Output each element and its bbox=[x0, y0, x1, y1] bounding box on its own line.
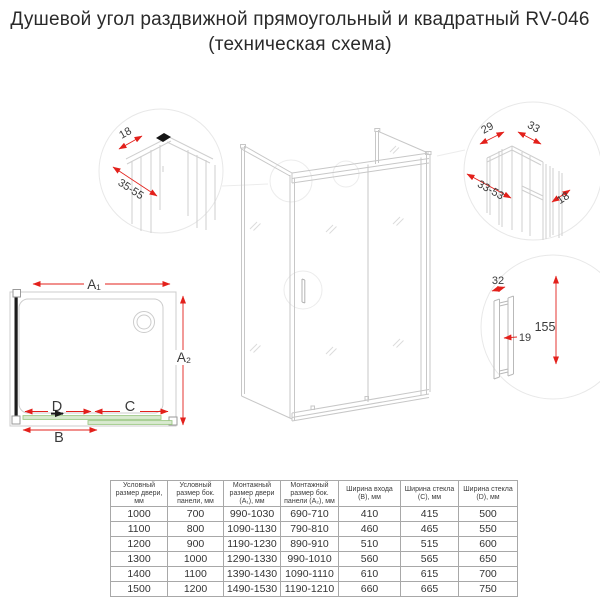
table-cell: 1290-1330 bbox=[224, 552, 281, 567]
dim-label-18-right: 18 bbox=[554, 190, 572, 207]
table-cell: 1390-1430 bbox=[224, 567, 281, 582]
table-cell: 1400 bbox=[111, 567, 168, 582]
dim-label-32: 32 bbox=[491, 275, 505, 287]
table-cell: 1000 bbox=[168, 552, 224, 567]
title-line-2: (техническая схема) bbox=[208, 34, 392, 56]
dim-label-a1: A₁ bbox=[87, 277, 101, 292]
table-cell: 500 bbox=[459, 507, 518, 522]
detail-wall-profile-right bbox=[464, 102, 600, 240]
table-cell: 600 bbox=[459, 537, 518, 552]
plan-view bbox=[10, 277, 194, 446]
table-row bbox=[111, 567, 518, 582]
table-cell: 1200 bbox=[168, 582, 224, 597]
table-cell: 410 bbox=[339, 507, 401, 522]
table-cell: 1100 bbox=[168, 567, 224, 582]
table-cell: 890-910 bbox=[281, 537, 339, 552]
table-cell: 415 bbox=[401, 507, 459, 522]
table-row bbox=[111, 537, 518, 552]
sliding-door-3d bbox=[290, 152, 431, 422]
title-line-1: Душевой угол раздвижной прямоугольный и квадратный RV-046 bbox=[10, 9, 590, 30]
col-header-panel-mount: Монтажный размер бок. панели (A₂), мм bbox=[281, 481, 339, 507]
dim-label-29: 29 bbox=[479, 120, 496, 137]
side-glass-plan bbox=[15, 296, 18, 418]
wall-profile-3d bbox=[375, 129, 427, 165]
table-cell: 790-810 bbox=[281, 522, 339, 537]
table-cell: 990-1010 bbox=[281, 552, 339, 567]
table-cell: 690-710 bbox=[281, 507, 339, 522]
table-cell: 660 bbox=[339, 582, 401, 597]
dim-label-a2: A₂ bbox=[176, 350, 192, 365]
col-header-panel-size: Условный размер бок. панели, мм bbox=[168, 481, 224, 507]
table-cell: 700 bbox=[459, 567, 518, 582]
dim-label-155: 155 bbox=[534, 320, 556, 334]
col-header-glass-d: Ширина стекла (D), мм bbox=[459, 481, 518, 507]
detail-handle bbox=[481, 255, 600, 399]
dim-label-d: D bbox=[51, 399, 63, 415]
door-glass-plan bbox=[23, 416, 172, 425]
dim-label-33-53: 33-53 bbox=[475, 178, 506, 203]
table-cell: 460 bbox=[339, 522, 401, 537]
dim-label-33: 33 bbox=[525, 119, 542, 136]
table-cell: 1090-1130 bbox=[224, 522, 281, 537]
col-header-entry-width: Ширина входа (B), мм bbox=[339, 481, 401, 507]
table-cell: 1490-1530 bbox=[224, 582, 281, 597]
table-row bbox=[111, 522, 518, 537]
detail-wall-profile-left bbox=[99, 109, 223, 233]
table-cell: 650 bbox=[459, 552, 518, 567]
table-cell: 1090-1110 bbox=[281, 567, 339, 582]
table-row bbox=[111, 582, 518, 597]
table-cell: 700 bbox=[168, 507, 224, 522]
table-cell: 990-1030 bbox=[224, 507, 281, 522]
size-table bbox=[110, 480, 518, 597]
door-handle-3d bbox=[302, 279, 305, 303]
col-header-door-mount: Монтажный размер двери (A₁), мм bbox=[224, 481, 281, 507]
table-cell: 560 bbox=[339, 552, 401, 567]
shower-3d-view bbox=[222, 129, 465, 422]
table-cell: 1000 bbox=[111, 507, 168, 522]
table-cell: 615 bbox=[401, 567, 459, 582]
dim-label-35-55: 35-55 bbox=[115, 176, 146, 203]
table-cell: 1100 bbox=[111, 522, 168, 537]
col-header-door-size: Условный размер двери, мм bbox=[111, 481, 168, 507]
table-cell: 610 bbox=[339, 567, 401, 582]
table-cell: 1190-1210 bbox=[281, 582, 339, 597]
table-cell: 900 bbox=[168, 537, 224, 552]
table-cell: 665 bbox=[401, 582, 459, 597]
dim-label-19: 19 bbox=[518, 332, 532, 344]
table-cell: 515 bbox=[401, 537, 459, 552]
table-row bbox=[111, 552, 518, 567]
table-cell: 1190-1230 bbox=[224, 537, 281, 552]
side-panel-3d bbox=[241, 145, 293, 420]
table-cell: 510 bbox=[339, 537, 401, 552]
table-cell: 1500 bbox=[111, 582, 168, 597]
dim-label-c: C bbox=[124, 399, 136, 415]
table-cell: 800 bbox=[168, 522, 224, 537]
table-row bbox=[111, 507, 518, 522]
table-cell: 550 bbox=[459, 522, 518, 537]
dim-label-18-left: 18 bbox=[117, 125, 134, 142]
table-cell: 565 bbox=[401, 552, 459, 567]
table-header-row bbox=[111, 481, 518, 507]
col-header-glass-c: Ширина стекла (C), мм bbox=[401, 481, 459, 507]
table-cell: 1200 bbox=[111, 537, 168, 552]
table-cell: 465 bbox=[401, 522, 459, 537]
dim-label-b: B bbox=[54, 430, 64, 446]
table-cell: 1300 bbox=[111, 552, 168, 567]
table-cell: 750 bbox=[459, 582, 518, 597]
